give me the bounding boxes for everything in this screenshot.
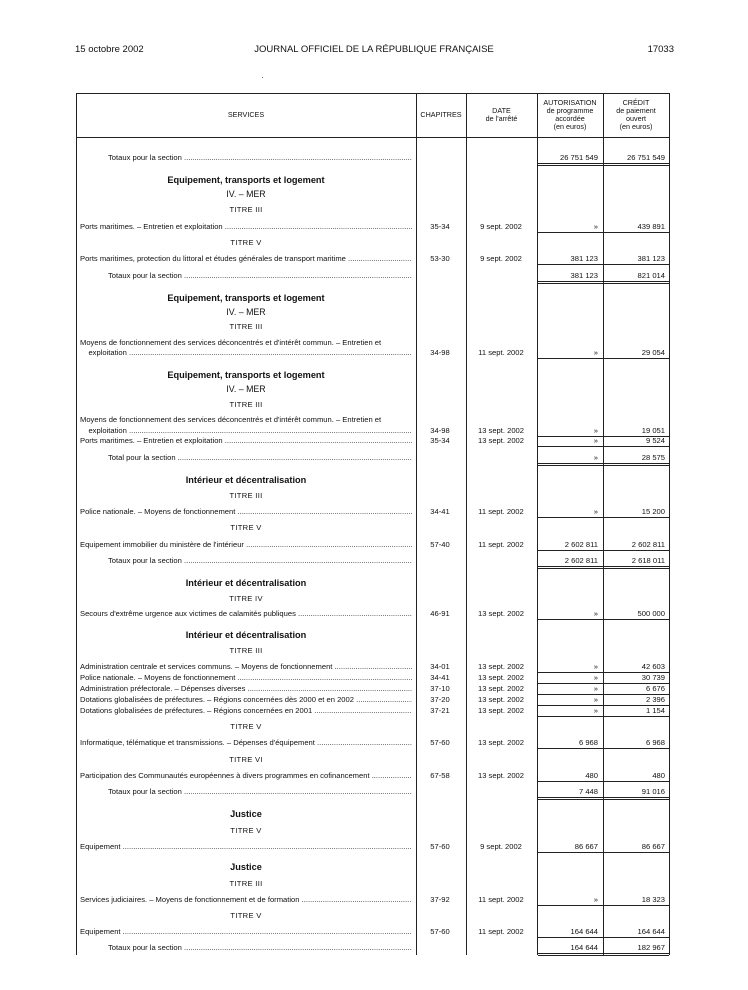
credit-cell: 480	[652, 771, 665, 780]
autorisation-cell: »	[593, 222, 598, 231]
service-label: Totaux pour la section .....	[108, 556, 412, 565]
date-cell: 11 sept. 2002	[478, 895, 524, 904]
date-cell: 11 sept. 2002	[478, 507, 524, 516]
service-label: Participation des Communautés européennes à divers programmes en cofinancement .....	[80, 771, 412, 780]
titre-heading: TITRE III	[229, 205, 263, 214]
autorisation-cell: 164 644	[570, 943, 598, 952]
credit-cell: 439 891	[637, 222, 665, 231]
chapitre-cell: 57-60	[430, 842, 450, 851]
titre-heading: TITRE V	[230, 238, 262, 247]
credit-cell: 18 323	[641, 895, 665, 904]
service-label: Equipement .....	[80, 842, 412, 851]
section-heading: Equipement, transports et logement	[167, 370, 325, 380]
service-label: Equipement .....	[80, 927, 412, 936]
amount-underline	[538, 716, 604, 717]
chapitre-cell: 37-20	[430, 695, 450, 704]
total-underline	[538, 568, 604, 569]
credit-cell: 500 000	[637, 609, 665, 618]
autorisation-cell: »	[593, 453, 598, 462]
autorisation-cell: 164 644	[570, 927, 598, 936]
credit-cell: 381 123	[637, 254, 665, 263]
scan-mark	[262, 77, 263, 78]
amount-underline	[538, 852, 604, 853]
titre-heading: TITRE V	[230, 911, 262, 920]
autorisation-cell: »	[593, 662, 598, 671]
section-heading: Equipement, transports et logement	[167, 293, 325, 303]
credit-cell: 2 618 011	[631, 556, 665, 565]
autorisation-cell: »	[593, 895, 598, 904]
date-cell: 13 sept. 2002	[477, 426, 525, 435]
date-cell: 9 sept. 2002	[480, 254, 522, 263]
autorisation-cell: »	[593, 684, 598, 693]
service-label: Equipement immobilier du ministère de l'intérieur .....	[80, 540, 412, 549]
date-cell: 13 sept. 2002	[477, 738, 525, 747]
autorisation-cell: 7 448	[578, 787, 598, 796]
titre-heading: TITRE V	[230, 826, 262, 835]
amount-underline	[604, 264, 669, 265]
titre-heading: TITRE III	[229, 879, 263, 888]
date-cell: 11 sept. 2002	[478, 540, 524, 549]
amount-underline	[604, 748, 669, 749]
service-label: Total pour la section .....	[108, 453, 412, 462]
credit-cell: 15 200	[641, 507, 665, 516]
amount-underline	[604, 463, 669, 464]
autorisation-cell: 480	[585, 771, 598, 780]
journal-title: JOURNAL OFFICIEL DE LA RÉPUBLIQUE FRANÇAISE	[254, 44, 494, 55]
amount-underline	[604, 716, 669, 717]
service-label: Dotations globalisées de préfectures. – Régions concernées en 2001 .....	[80, 706, 412, 715]
chapitre-cell: 46-91	[430, 609, 450, 618]
amount-underline	[538, 781, 604, 782]
chapitre-cell: 37-92	[430, 895, 450, 904]
amount-underline	[604, 905, 669, 906]
date-cell: 13 sept. 2002	[477, 695, 525, 704]
credit-cell: 26 751 549	[626, 153, 665, 162]
chapitre-cell: 37-10	[430, 684, 450, 693]
total-underline	[604, 465, 669, 466]
credit-cell: 1 154	[645, 706, 665, 715]
section-subheading: IV. – MER	[226, 189, 266, 199]
date-cell: 11 sept. 2002	[478, 927, 524, 936]
titre-heading: TITRE V	[230, 523, 262, 532]
titre-heading: TITRE III	[229, 646, 263, 655]
amount-underline	[604, 619, 669, 620]
autorisation-cell: »	[593, 609, 598, 618]
date-cell: 13 sept. 2002	[477, 706, 525, 715]
amount-underline	[538, 446, 604, 447]
service-label: Ports maritimes. – Entretien et exploitation .....	[80, 222, 412, 231]
credit-cell: 2 396	[645, 695, 665, 704]
amount-underline	[604, 517, 669, 518]
credit-cell: 6 676	[645, 684, 665, 693]
amount-underline	[538, 281, 604, 282]
service-label: Administration préfectorale. – Dépenses diverses .....	[80, 684, 412, 693]
service-label: exploitation .....	[80, 348, 412, 357]
service-label: Services judiciaires. – Moyens de fonctionnement et de formation .....	[80, 895, 412, 904]
total-underline	[604, 799, 669, 800]
section-heading: Equipement, transports et logement	[167, 175, 325, 185]
amount-underline	[538, 937, 604, 938]
chapitre-cell: 35-34	[430, 436, 450, 445]
credit-cell: 182 967	[637, 943, 665, 952]
amount-underline	[538, 797, 604, 798]
autorisation-cell: »	[593, 436, 598, 445]
amount-underline	[604, 281, 669, 282]
service-label: Totaux pour la section .....	[108, 153, 412, 162]
service-label: exploitation .....	[80, 426, 412, 435]
titre-heading: TITRE III	[229, 322, 263, 331]
chapitre-cell: 34-41	[430, 673, 450, 682]
amount-underline	[538, 566, 604, 567]
total-underline	[538, 283, 604, 284]
section-subheading: IV. – MER	[226, 384, 266, 394]
autorisation-cell: 2 602 811	[564, 540, 598, 549]
amount-underline	[604, 797, 669, 798]
chapitre-cell: 35-34	[430, 222, 450, 231]
chapitre-cell: 37-21	[430, 706, 450, 715]
table-right-border	[669, 93, 670, 955]
amount-underline	[538, 163, 604, 164]
service-label: Informatique, télématique et transmissions. – Dépenses d'équipement .....	[80, 738, 412, 747]
credit-cell: 91 016	[641, 787, 665, 796]
amount-underline	[538, 264, 604, 265]
amount-underline	[538, 619, 604, 620]
titre-heading: TITRE III	[229, 400, 263, 409]
colhead-date: DATE de l'arrêté	[485, 106, 518, 123]
chapitre-cell: 57-40	[430, 540, 450, 549]
autorisation-cell: »	[593, 695, 598, 704]
total-underline	[538, 465, 604, 466]
amount-underline	[538, 953, 604, 954]
service-label: Moyens de fonctionnement des services déconcentrés et d'intérêt commun. – Entretien et	[80, 415, 382, 424]
amount-underline	[604, 550, 669, 551]
amount-underline	[604, 852, 669, 853]
credit-cell: 9 524	[645, 436, 665, 445]
section-heading: Justice	[230, 809, 262, 819]
chapitre-cell: 34-98	[430, 348, 450, 357]
date-cell: 13 sept. 2002	[477, 673, 525, 682]
section-heading: Intérieur et décentralisation	[185, 630, 307, 640]
total-underline	[604, 165, 669, 166]
autorisation-cell: »	[593, 426, 598, 435]
service-label: Totaux pour la section .....	[108, 787, 412, 796]
chapitre-cell: 34-01	[430, 662, 450, 671]
service-label: Police nationale. – Moyens de fonctionnement .....	[80, 507, 412, 516]
autorisation-cell: »	[593, 673, 598, 682]
date-cell: 13 sept. 2002	[477, 609, 525, 618]
chapitre-cell: 34-98	[430, 426, 450, 435]
date-cell: 13 sept. 2002	[477, 662, 525, 671]
date-cell: 11 sept. 2002	[478, 348, 524, 357]
total-underline	[604, 955, 669, 956]
autorisation-cell: 26 751 549	[559, 153, 598, 162]
chapitre-cell: 57-60	[430, 927, 450, 936]
total-underline	[538, 799, 604, 800]
total-underline	[604, 283, 669, 284]
amount-underline	[604, 358, 669, 359]
section-heading: Justice	[230, 862, 262, 872]
section-heading: Intérieur et décentralisation	[185, 578, 307, 588]
amount-underline	[538, 748, 604, 749]
amount-underline	[538, 463, 604, 464]
credit-cell: 29 054	[641, 348, 665, 357]
titre-heading: TITRE IV	[229, 594, 263, 603]
amount-underline	[538, 550, 604, 551]
header-date: 15 octobre 2002	[75, 44, 144, 55]
autorisation-cell: 381 123	[570, 271, 598, 280]
amount-underline	[604, 232, 669, 233]
titre-heading: TITRE VI	[229, 755, 263, 764]
service-label: Secours d'extrême urgence aux victimes de calamités publiques .....	[80, 609, 412, 618]
amount-underline	[604, 446, 669, 447]
colhead-services: SERVICES	[227, 110, 265, 119]
credit-cell: 821 014	[637, 271, 665, 280]
service-label: Ports maritimes, protection du littoral et études générales de transport maritime .....	[80, 254, 412, 263]
credit-cell: 30 739	[641, 673, 665, 682]
col-rule-credit	[603, 93, 604, 955]
table-header-divider	[76, 137, 670, 138]
credit-cell: 6 968	[645, 738, 665, 747]
budget-table	[76, 93, 670, 955]
credit-cell: 2 602 811	[631, 540, 665, 549]
amount-underline	[604, 163, 669, 164]
date-cell: 9 sept. 2002	[480, 842, 522, 851]
credit-cell: 86 667	[641, 842, 665, 851]
date-cell: 13 sept. 2002	[477, 684, 525, 693]
credit-cell: 164 644	[637, 927, 665, 936]
page-number: 17033	[647, 44, 674, 55]
chapitre-cell: 57-60	[430, 738, 450, 747]
titre-heading: TITRE III	[229, 491, 263, 500]
date-cell: 13 sept. 2002	[477, 436, 525, 445]
date-cell: 13 sept. 2002	[477, 771, 525, 780]
colhead-credit: CRÉDIT de paiement ouvert (en euros)	[616, 98, 656, 131]
date-cell: 9 sept. 2002	[480, 222, 522, 231]
service-label: Totaux pour la section .....	[108, 943, 412, 952]
amount-underline	[538, 905, 604, 906]
colhead-autorisation: AUTORISATION de programme accordée (en euros)	[543, 98, 597, 131]
amount-underline	[604, 781, 669, 782]
service-label: Administration centrale et services communs. – Moyens de fonctionnement .....	[80, 662, 412, 671]
autorisation-cell: 381 123	[570, 254, 598, 263]
service-label: Police nationale. – Moyens de fonctionnement .....	[80, 673, 412, 682]
autorisation-cell: 86 667	[574, 842, 598, 851]
total-underline	[538, 165, 604, 166]
service-label: Totaux pour la section .....	[108, 271, 412, 280]
amount-underline	[538, 232, 604, 233]
service-label: Ports maritimes. – Entretien et exploitation .....	[80, 436, 412, 445]
credit-cell: 19 051	[641, 426, 665, 435]
service-label: Moyens de fonctionnement des services déconcentrés et d'intérêt commun. – Entretien et	[80, 338, 382, 347]
autorisation-cell: »	[593, 348, 598, 357]
chapitre-cell: 53-30	[430, 254, 450, 263]
autorisation-cell: 6 968	[578, 738, 598, 747]
amount-underline	[604, 566, 669, 567]
section-subheading: IV. – MER	[226, 307, 266, 317]
autorisation-cell: 2 602 811	[564, 556, 598, 565]
total-underline	[538, 955, 604, 956]
credit-cell: 42 603	[641, 662, 665, 671]
section-heading: Intérieur et décentralisation	[185, 475, 307, 485]
chapitre-cell: 67-58	[430, 771, 450, 780]
service-label: Dotations globalisées de préfectures. – Régions concernées dès 2000 et en 2002 .....	[80, 695, 412, 704]
autorisation-cell: »	[593, 706, 598, 715]
credit-cell: 28 575	[641, 453, 665, 462]
amount-underline	[604, 937, 669, 938]
amount-underline	[538, 358, 604, 359]
autorisation-cell: »	[593, 507, 598, 516]
amount-underline	[538, 517, 604, 518]
amount-underline	[604, 953, 669, 954]
total-underline	[604, 568, 669, 569]
colhead-chapitres: CHAPITRES	[420, 110, 462, 119]
chapitre-cell: 34-41	[430, 507, 450, 516]
titre-heading: TITRE V	[230, 722, 262, 731]
